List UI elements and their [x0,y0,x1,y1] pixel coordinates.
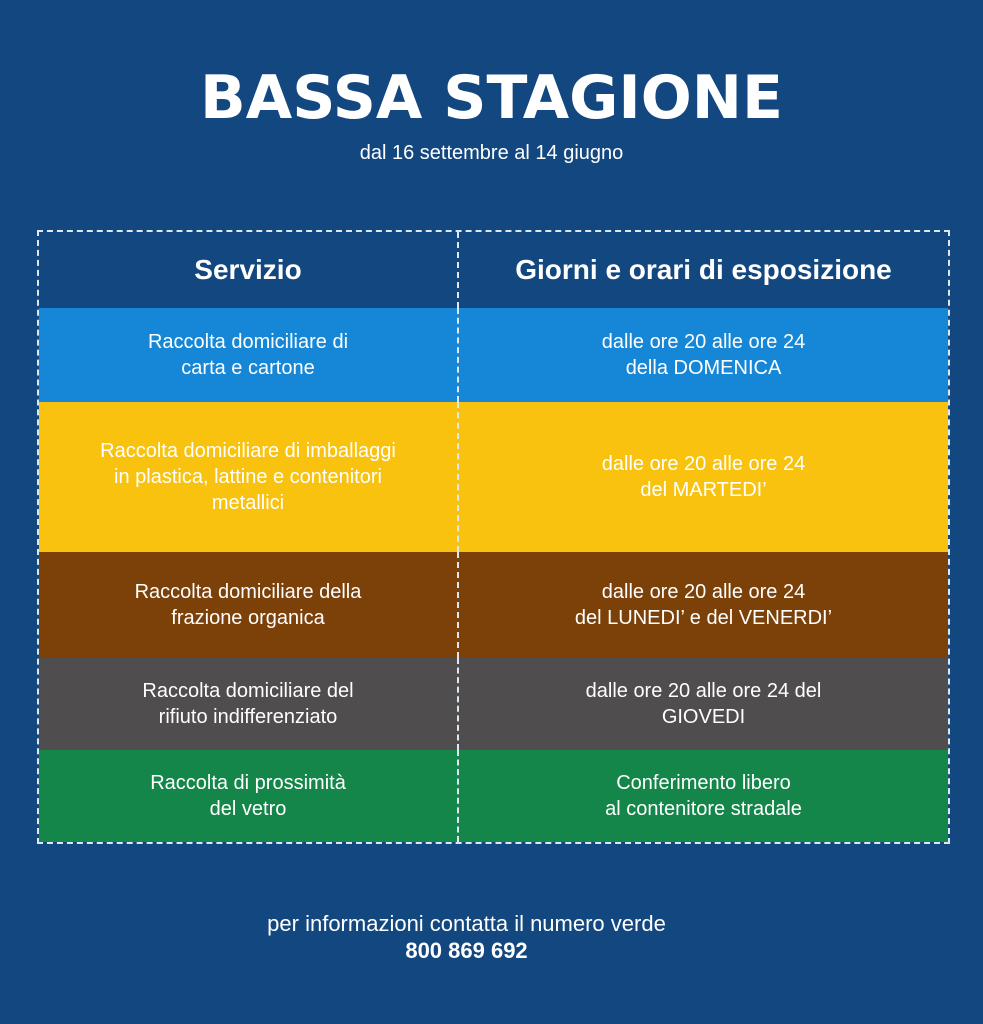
contact-text: per informazioni contatta il numero verde [267,911,666,936]
schedule-cell: dalle ore 20 alle ore 24 della DOMENICA [601,331,806,379]
contact-info [0,910,933,964]
table-row-plastic [39,402,948,552]
column-header-service: Servizio [39,232,459,308]
schedule-table [37,230,950,844]
service-cell: Raccolta domiciliare della frazione organica [39,552,459,658]
season-dates: dal 16 settembre al 14 giugno [359,142,624,164]
table-row-glass [39,750,948,842]
phone-number: 800 869 692 [405,938,528,963]
table-header-row [39,232,948,308]
service-cell: Raccolta domiciliare di imballaggi in plastica, lattine e contenitori metallici [39,402,459,552]
service-cell: Raccolta di prossimità del vetro [39,750,459,842]
service-cell: Raccolta domiciliare di carta e cartone [39,308,459,402]
schedule-cell: dalle ore 20 alle ore 24 del LUNEDI’ e del VENERDI’ [574,581,833,629]
schedule-cell: dalle ore 20 alle ore 24 del MARTEDI’ [601,453,806,501]
page-title: BASSA STAGIONE [200,63,783,133]
service-cell: Raccolta domiciliare del rifiuto indifferenziato [39,658,459,750]
table-row-organic [39,552,948,658]
schedule-cell: dalle ore 20 alle ore 24 del GIOVEDI [585,680,822,728]
schedule-cell: Conferimento libero al contenitore stradale [605,772,802,820]
table-row-residual [39,658,948,750]
table-row-paper [39,308,948,402]
column-header-schedule: Giorni e orari di esposizione [515,254,892,285]
